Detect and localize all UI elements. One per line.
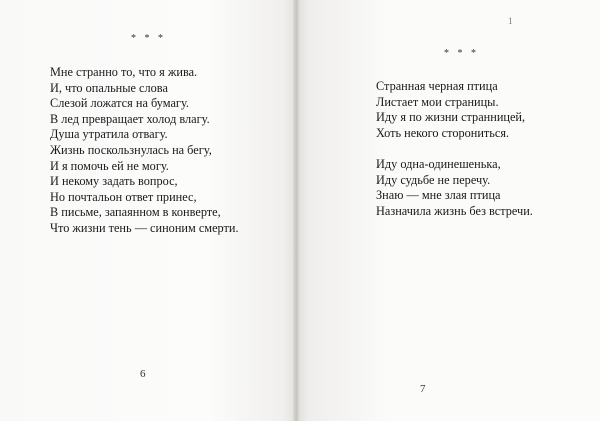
poem-line: Иду судьбе не перечу. (376, 172, 491, 187)
page-number-left: 6 (140, 368, 146, 380)
page-number-right: 7 (420, 383, 426, 395)
stanza-break (376, 141, 533, 157)
section-ornament: * * * (444, 48, 479, 59)
poem-line: Душа утратила отвагу. (50, 127, 168, 142)
poem-line: И некому задать вопрос, (50, 174, 178, 189)
poem-line: Странная черная птица (376, 79, 498, 93)
poem-line: Слезой ложатся на бумагу. (50, 96, 189, 111)
poem-line: Назначила жизнь без встречи. (376, 203, 533, 218)
poem-line: Иду я по жизни странницей, (376, 110, 526, 125)
left-page (0, 0, 296, 421)
corner-mark: 1 (508, 16, 513, 26)
poem-line: Иду одна-одинешенька, (376, 156, 501, 171)
poem-line: Но почтальон ответ принес, (50, 189, 197, 204)
poem-line: Знаю — мне злая птица (376, 188, 501, 203)
poem-line: Листает мои страницы. (376, 94, 499, 109)
poem-line: Что жизни тень — синоним смерти. (50, 220, 239, 235)
poem-line: Мне странно то, что я жива. (50, 65, 198, 79)
poem-line: Жизнь поскользнулась на бегу, (50, 142, 212, 157)
poem-line: И я помочь ей не могу. (50, 158, 169, 173)
poem-line: В лед превращает холод влагу. (50, 111, 210, 126)
poem-left (50, 65, 239, 237)
poem-right (376, 79, 533, 219)
right-page (296, 0, 600, 421)
poem-line: В письме, запаянном в конверте, (50, 205, 221, 220)
book-gutter (293, 0, 299, 421)
section-ornament: * * * (131, 33, 166, 44)
poem-line: Хоть некого сторониться. (376, 125, 510, 140)
poem-line: И, что опальные слова (50, 80, 168, 95)
